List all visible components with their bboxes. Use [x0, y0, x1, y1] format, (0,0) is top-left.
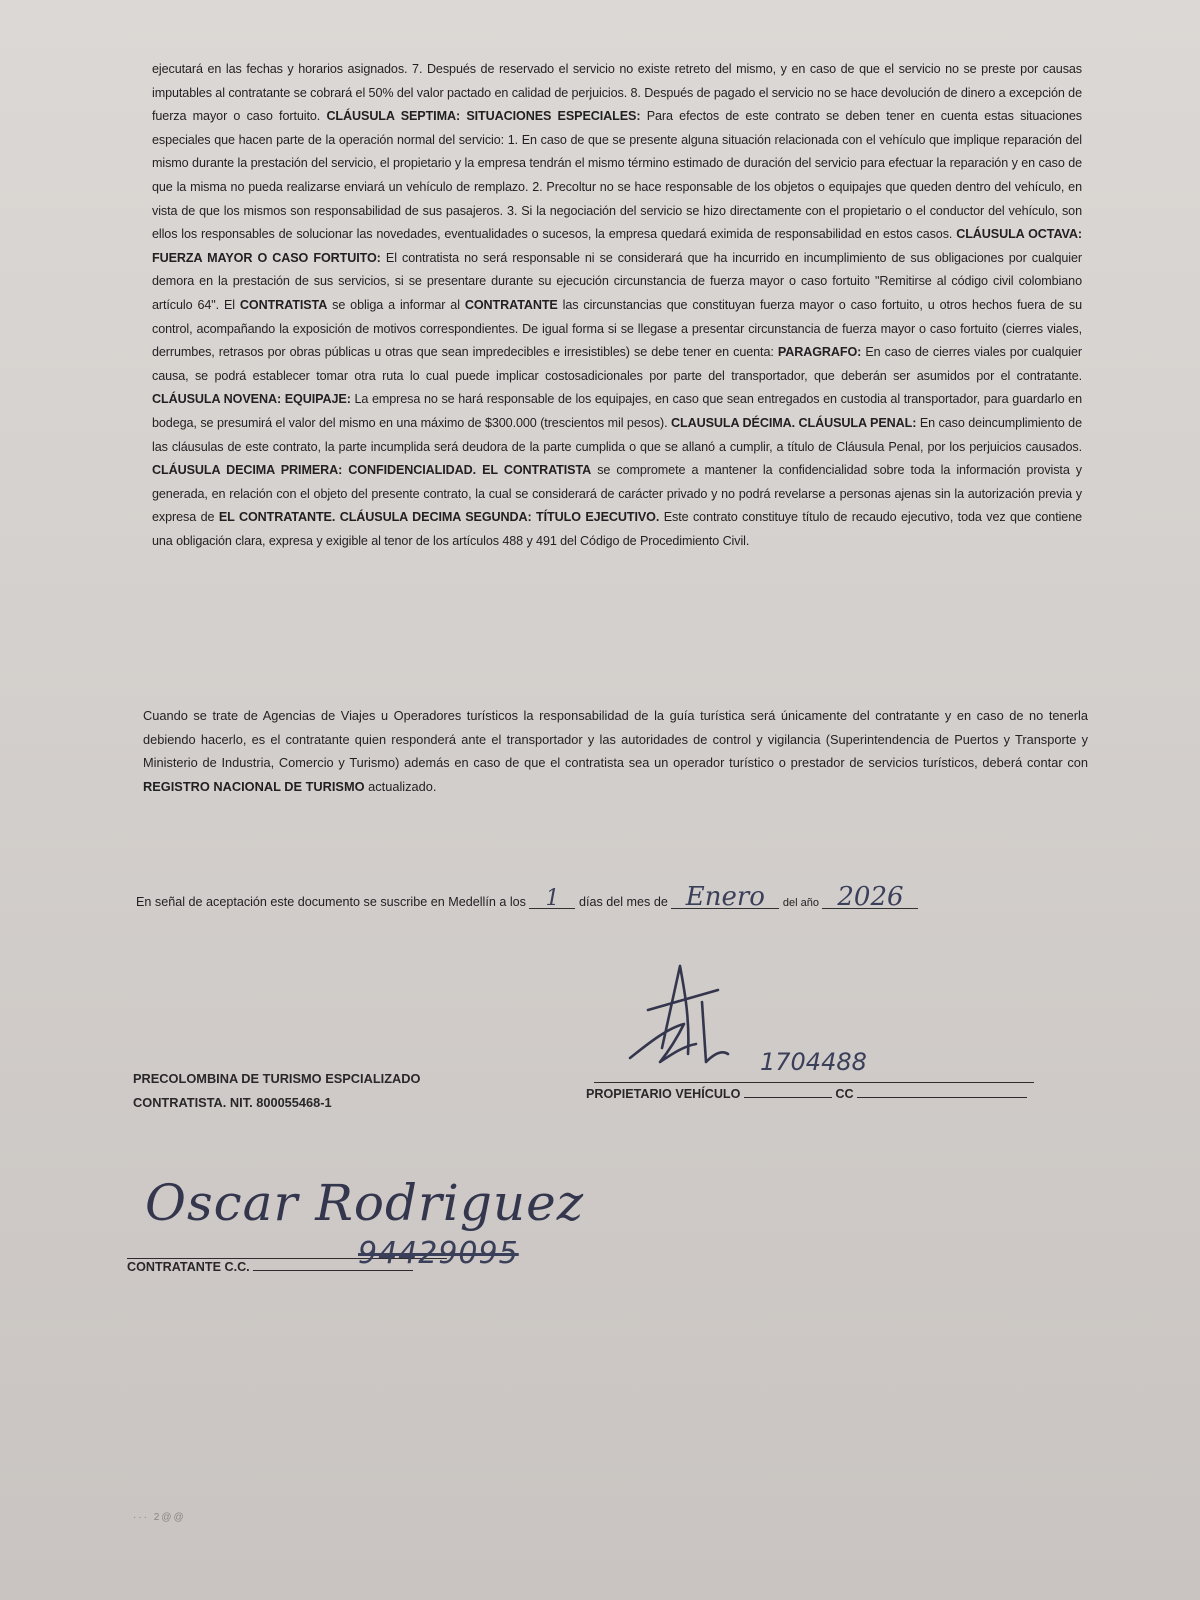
owner-signature: [610, 958, 770, 1088]
clause-text: El contratista no será responsable ni se considerará que ha incurrido en incumplimiento de sus obligaciones por cualquier demora en la prestación de sus servicios, si se presentare durante su ejecución circunstancia de fuerza mayor o caso fortuito "Remitirse al código civil colombiano artículo 64". El: [152, 250, 1082, 312]
clause-text: Este contrato constituye título de recaudo ejecutivo, toda vez que contiene una obligación clara, expresa y exigible al tenor de los artículos 488 y 491 del Código de Procedimiento Civil.: [152, 510, 1083, 548]
clause-heading: CLAUSULA DÉCIMA. CLÁUSULA PENAL:: [671, 415, 917, 430]
day-handwritten: 1: [545, 886, 560, 911]
clause-heading: EL CONTRATANTE. CLÁUSULA DECIMA SEGUNDA: TÍTULO EJECUTIVO.: [218, 510, 660, 525]
clause-heading: CLÁUSULA NOVENA: EQUIPAJE:: [152, 392, 351, 407]
clause-text: En caso deincumplimiento de las cláusulas de este contrato, la parte incumplida será deudora de la parte cumplida o que se allanó a cumplir, a título de Cláusula Penal, por los perjuicios causados.: [152, 415, 1082, 454]
clause-heading: PARAGRAFO:: [777, 345, 862, 360]
acceptance-prefix: En señal de aceptación este documento se suscribe en Medellín a los: [136, 895, 526, 909]
clause-text: La empresa no se hará responsable de los equipajes, en caso que sean entregados en custodia al transportador, para guardarlo en bodega, se presumirá el valor del mismo en una máximo de $300.000 (trescientos mil pesos).: [152, 392, 1082, 430]
acceptance-line: [136, 882, 1036, 912]
clause-text: Cuando se trate de Agencias de Viajes u Operadores turísticos la responsabilidad de la guía turística será únicamente del contratante y en caso de no tenerla debiendo hacerlo, es el contratante quien responderá ante el transportador y las autoridades de control y vigilancia (Superintendencia de Puertos y Transporte y Ministerio de Industria, Comercio y Turismo) además en caso de que el contratista sea un operador turístico o prestador de servicios turísticos, deberá contar con: [143, 708, 1088, 771]
company-name: PRECOLOMBINA DE TURISMO ESPCIALIZADO: [133, 1071, 421, 1086]
clause-heading: CLÁUSULA SEPTIMA: SITUACIONES ESPECIALES:: [326, 109, 641, 124]
clause-heading: CLÁUSULA DECIMA PRIMERA: CONFIDENCIALIDAD. EL CONTRATISTA: [152, 463, 592, 478]
contratante-id-handwritten: 94429095: [358, 1236, 519, 1271]
owner-block: [586, 1085, 1036, 1117]
contratante-name-handwritten: Oscar Rodriguez: [145, 1174, 585, 1232]
tourism-paragraph: [143, 704, 1088, 798]
owner-blank: [744, 1085, 832, 1098]
footer-mark: ··· 2@@: [133, 1512, 186, 1523]
owner-label: PROPIETARIO VEHÍCULO: [586, 1087, 741, 1101]
contratante-label: CONTRATANTE C.C.: [127, 1260, 250, 1274]
clause-text: Para efectos de este contrato se deben tener en cuenta estas situaciones especiales que hacen parte de la operación normal del servicio: 1. En caso de que se presente alguna situación relacionada con el vehículo que implique reparación del mismo durante la prestación del servicio, el propietario y la empresa tendrán el mismo término estimado de duración del servicio para efectuar la reparación y en caso de que la misma no pueda realizarse enviará un vehículo de remplazo. 2. Precoltur no se hace responsable de los objetos o equipajes que queden dentro del vehículo, en vista de que los mismos son responsabilidad de sus pasajeros. 3. Si la negociación del servicio se hizo directamente con el propietario o el conductor del vehículo, son ellos los responsables de solucionar las novedades, eventualidades o sucesos, la empresa quedará eximida de responsabilidad en estos casos.: [152, 109, 1082, 242]
owner-signature-line: [594, 1082, 1034, 1083]
owner-cc-blank: [857, 1085, 1027, 1098]
clause-text: actualizado.: [364, 778, 437, 794]
year-handwritten: 2026: [837, 882, 904, 912]
month-blank: [671, 882, 779, 912]
contratista-block: [133, 1067, 420, 1115]
clause-heading: CONTRATANTE: [464, 297, 558, 312]
year-blank: [822, 882, 918, 912]
clause-text: se obliga a informar al: [327, 297, 465, 312]
month-handwritten: Enero: [685, 882, 765, 912]
clause-heading: REGISTRO NACIONAL DE TURISMO: [143, 778, 365, 794]
year-label: del año: [782, 897, 819, 909]
day-blank: [529, 886, 575, 911]
clause-text: En caso de cierres viales por cualquier causa, se podrá establecer tomar otra ruta lo cual puede implicar costosadicionales por parte del transportador, que deberán ser asumidos por el contratante.: [152, 345, 1082, 383]
contract-paragraph: [152, 58, 1082, 553]
contract-body: [152, 58, 1082, 553]
clause-text: ejecutará en las fechas y horarios asignados. 7. Después de reservado el servicio no existe retreto del mismo, y en caso de que el servicio no se preste por causas imputables al contratante se cobrará el 50% del valor pactado en calidad de perjuicios. 8. Después de pagado el servicio no se hace devolución de dinero a excepción de fuerza mayor o caso fortuito.: [152, 62, 1082, 124]
tourism-clause: [143, 704, 1088, 798]
days-label: días del mes de: [578, 895, 668, 909]
owner-id-handwritten: 1704488: [760, 1048, 867, 1076]
owner-cc-label: CC: [835, 1087, 854, 1101]
clause-heading: CLÁUSULA OCTAVA: FUERZA MAYOR O CASO FORTUITO:: [152, 227, 1082, 265]
clause-text: se compromete a mantener la confidencialidad sobre toda la información provista y generada, en relación con el objeto del presente contrato, la cual se considerará de carácter privado y no podrá revelarse a personas ajenas sin la autorización previa y expresa de: [152, 463, 1083, 525]
clause-heading: CONTRATISTA: [239, 297, 328, 312]
clause-text: las circunstancias que constituyan fuerza mayor o caso fortuito, u otros hechos fuera de su control, acompañando la exposición de motivos correspondientes. De igual forma si se llegase a presentar circunstancia de fuerza mayor o caso fortuito (cierres viales, derrumbes, retrasos por obras públicas u otras que sean impredecibles e irresistibles) se debe tener en cuenta:: [152, 297, 1082, 360]
company-nit: CONTRATISTA. NIT. 800055468-1: [133, 1095, 332, 1110]
